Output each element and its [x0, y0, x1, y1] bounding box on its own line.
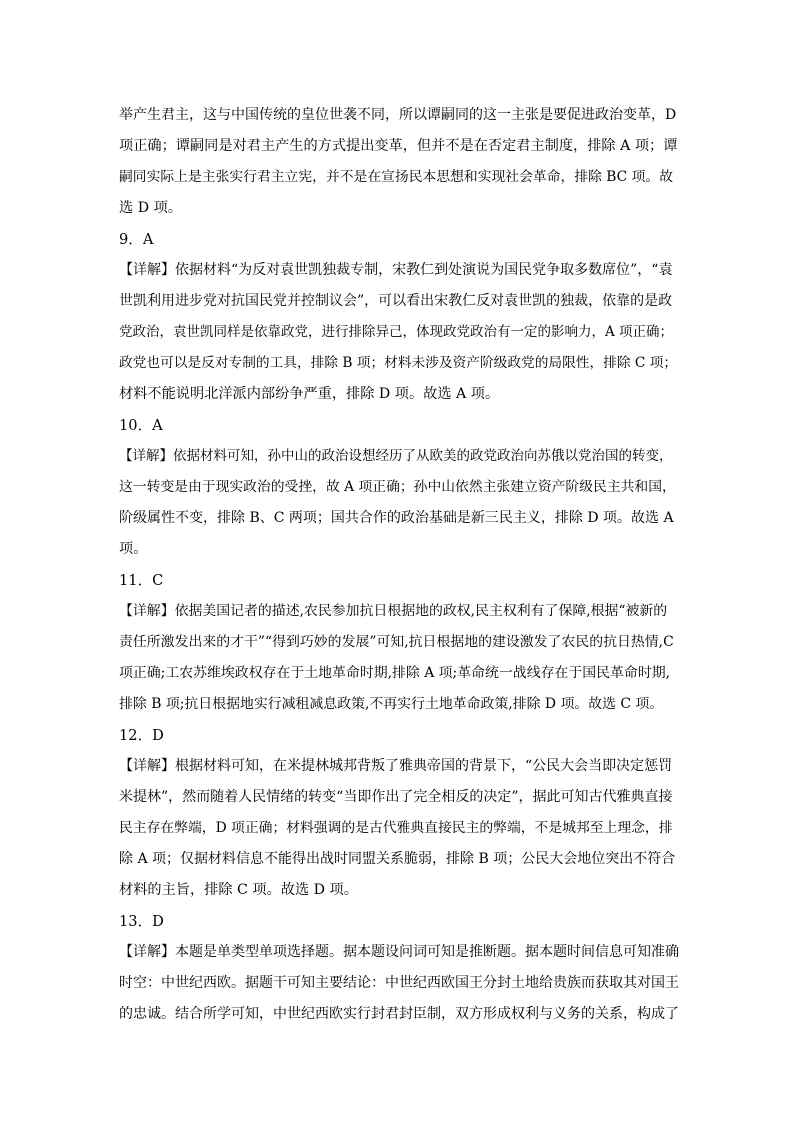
- text-line: 选 D 项。: [119, 200, 182, 216]
- explanation-8-continued: [119, 100, 679, 224]
- question-number-12: 12．D: [119, 727, 164, 744]
- question-number-13: 13．D: [119, 913, 164, 930]
- question-number-11: 11．C: [119, 572, 164, 589]
- text-line: 阶级属性不变，排除 B、C 两项；国共合作的政治基础是新三民主义，排除 D 项。故选 A: [119, 510, 674, 526]
- text-line: 民主存在弊端，D 项正确；材料强调的是古代雅典直接民主的弊端，不是城邦至上理念，排: [119, 820, 673, 836]
- answer-explanations: [119, 100, 679, 1030]
- text-line: 米提林”，然而随着人民情绪的转变“当即作出了完全相反的决定”，据此可知古代雅典直接: [119, 789, 673, 805]
- text-line: 时空：中世纪西欧。据题干可知主要结论：中世纪西欧国王分封土地给贵族而获取其对国王: [119, 975, 679, 991]
- explanation-11: [119, 596, 679, 720]
- question-number-10: 10．A: [119, 417, 163, 434]
- text-line: 党政治，袁世凯同样是依靠政党，进行排除异己，体现政党政治有一定的影响力，A 项正确；: [119, 324, 674, 340]
- text-line: 【详解】根据材料可知，在米提林城邦背叛了雅典帝国的背景下，“公民大会当即决定惩罚: [119, 758, 673, 774]
- text-line: 【详解】依据材料“为反对袁世凯独裁专制，宋教仁到处演说为国民党争取多数席位”，“袁: [119, 262, 673, 278]
- text-line: 排除 B 项;抗日根据地实行减租减息政策,不再实行土地革命政策,排除 D 项。故选 C 项。: [119, 696, 664, 712]
- text-line: 材料的主旨，排除 C 项。故选 D 项。: [119, 882, 358, 898]
- text-line: 【详解】本题是单类型单项选择题。据本题设问词可知是推断题。据本题时间信息可知准确: [119, 944, 679, 960]
- text-line: 除 A 项；仅据材料信息不能得出战时同盟关系脆弱，排除 B 项；公民大会地位突出不符合: [119, 851, 676, 867]
- text-line: 这一转变是由于现实政治的受挫，故 A 项正确；孙中山依然主张建立资产阶级民主共和国，: [119, 479, 676, 495]
- text-line: 责任所激发出来的才干”“得到巧妙的发展”可知,抗日根据地的建设激发了农民的抗日热情,C: [119, 634, 674, 650]
- question-number-9: 9．A: [119, 231, 154, 248]
- text-line: 嗣同实际上是主张实行君主立宪，并不是在宣扬民本思想和实现社会革命，排除 BC 项。故: [119, 169, 674, 185]
- explanation-10: [119, 441, 679, 565]
- explanation-9: [119, 255, 679, 410]
- text-line: 【详解】依据材料可知，孙中山的政治设想经历了从欧美的政党政治向苏俄以党治国的转变，: [119, 448, 673, 464]
- text-line: 项。: [119, 541, 148, 557]
- explanation-13: [119, 937, 679, 1030]
- text-line: 材料不能说明北洋派内部纷争严重，排除 D 项。故选 A 项。: [119, 386, 500, 402]
- text-line: 世凯利用进步党对抗国民党并控制议会”，可以看出宋教仁反对袁世凯的独裁，依靠的是政: [119, 293, 673, 309]
- text-line: 项正确;工农苏维埃政权存在于土地革命时期,排除 A 项;革命统一战线存在于国民革命时期,: [119, 665, 671, 681]
- text-line: 【详解】依据美国记者的描述,农民参加抗日根据地的政权,民主权利有了保障,根据“被新的: [119, 603, 668, 619]
- explanation-12: [119, 751, 679, 906]
- text-line: 的忠诚。结合所学可知，中世纪西欧实行封君封臣制，双方形成权利与义务的关系，构成了: [119, 1006, 679, 1022]
- text-line: 项正确；谭嗣同是对君主产生的方式提出变革，但并不是在否定君主制度，排除 A 项；谭: [119, 138, 678, 154]
- text-line: 举产生君主，这与中国传统的皇位世袭不同，所以谭嗣同的这一主张是要促进政治变革，D: [119, 107, 677, 123]
- text-line: 政党也可以是反对专制的工具，排除 B 项；材料未涉及资产阶级政党的局限性，排除 C 项；: [119, 355, 678, 371]
